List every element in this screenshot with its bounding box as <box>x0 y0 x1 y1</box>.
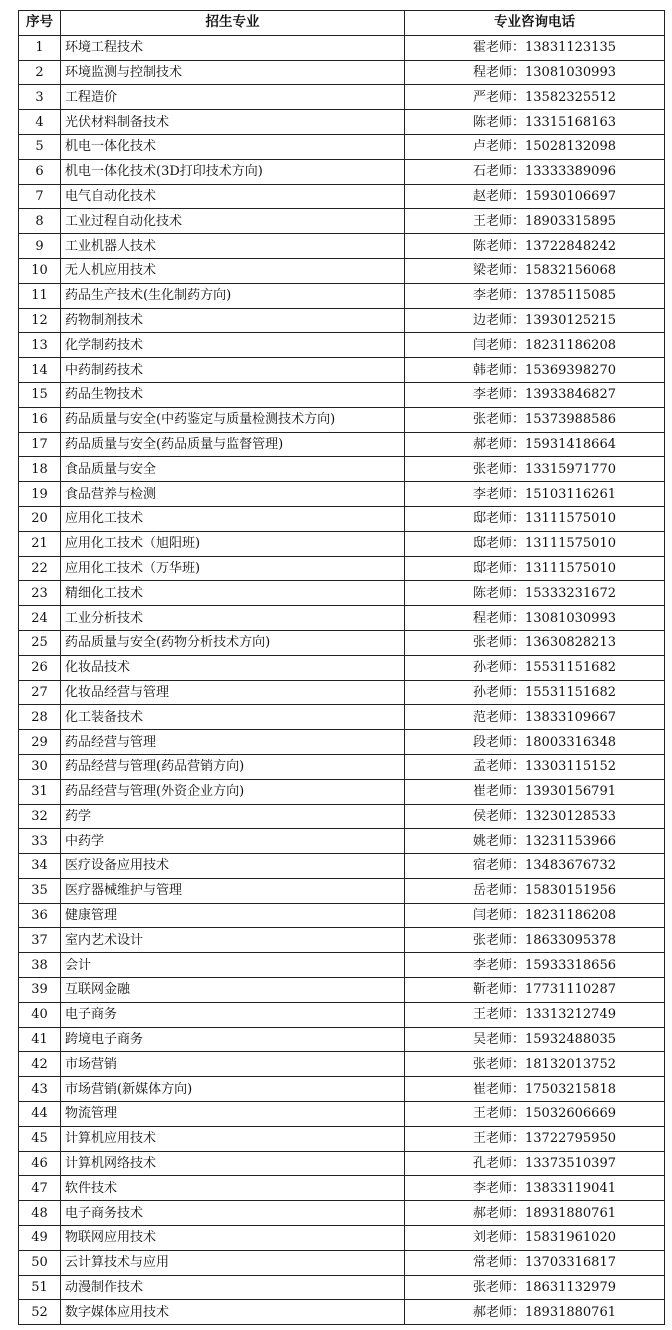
contact-phone-cell: 孔老师：13373510397 <box>405 1151 665 1176</box>
row-number-cell: 36 <box>19 903 61 928</box>
row-number-cell: 28 <box>19 705 61 730</box>
major-name-cell: 应用化工技术（万华班) <box>61 556 405 581</box>
row-number-cell: 9 <box>19 234 61 259</box>
row-number-cell: 16 <box>19 407 61 432</box>
row-number-cell: 2 <box>19 60 61 85</box>
contact-phone-cell: 侯老师：13230128533 <box>405 804 665 829</box>
contact-phone-cell: 靳老师：17731110287 <box>405 978 665 1003</box>
major-name-cell: 市场营销 <box>61 1052 405 1077</box>
major-name-cell: 物联网应用技术 <box>61 1226 405 1251</box>
contact-phone-cell: 邸老师：13111575010 <box>405 531 665 556</box>
contact-phone-cell: 吴老师：15932488035 <box>405 1027 665 1052</box>
row-number-cell: 14 <box>19 358 61 383</box>
major-name-cell: 机电一体化技术 <box>61 134 405 159</box>
contact-phone-cell: 张老师：13630828213 <box>405 630 665 655</box>
major-name-cell: 电子商务 <box>61 1002 405 1027</box>
contact-phone-cell: 段老师：18003316348 <box>405 730 665 755</box>
contact-phone-cell: 郝老师：15931418664 <box>405 432 665 457</box>
contact-phone-cell: 李老师：15933318656 <box>405 953 665 978</box>
table-row <box>19 110 665 135</box>
table-row <box>19 630 665 655</box>
table-row <box>19 754 665 779</box>
row-number-cell: 3 <box>19 85 61 110</box>
table-row <box>19 680 665 705</box>
contact-phone-cell: 邸老师：13111575010 <box>405 556 665 581</box>
table-row <box>19 482 665 507</box>
row-number-cell: 38 <box>19 953 61 978</box>
major-name-cell: 药品生产技术(生化制药方向) <box>61 283 405 308</box>
row-number-cell: 19 <box>19 482 61 507</box>
major-name-cell: 药品质量与安全(药品质量与监督管理) <box>61 432 405 457</box>
row-number-cell: 7 <box>19 184 61 209</box>
major-name-cell: 计算机应用技术 <box>61 1126 405 1151</box>
table-row <box>19 878 665 903</box>
row-number-cell: 27 <box>19 680 61 705</box>
row-number-cell: 24 <box>19 606 61 631</box>
contact-phone-cell: 邸老师：13111575010 <box>405 506 665 531</box>
major-name-cell: 工程造价 <box>61 85 405 110</box>
table-row <box>19 358 665 383</box>
row-number-cell: 49 <box>19 1226 61 1251</box>
table-row <box>19 978 665 1003</box>
table-row <box>19 457 665 482</box>
table-row <box>19 134 665 159</box>
contact-phone-cell: 石老师：13333389096 <box>405 159 665 184</box>
table-row <box>19 1250 665 1275</box>
table-row <box>19 159 665 184</box>
contact-phone-cell: 郝老师：18931880761 <box>405 1201 665 1226</box>
row-number-cell: 37 <box>19 928 61 953</box>
row-number-cell: 22 <box>19 556 61 581</box>
major-name-cell: 化学制药技术 <box>61 333 405 358</box>
row-number-cell: 10 <box>19 258 61 283</box>
table-row <box>19 1126 665 1151</box>
table-row <box>19 60 665 85</box>
contact-phone-cell: 李老师：13785115085 <box>405 283 665 308</box>
header-major: 招生专业 <box>61 11 405 36</box>
contact-phone-cell: 郝老师：18931880761 <box>405 1300 665 1325</box>
major-name-cell: 云计算技术与应用 <box>61 1250 405 1275</box>
table-row <box>19 804 665 829</box>
major-name-cell: 应用化工技术（旭阳班) <box>61 531 405 556</box>
contact-phone-cell: 刘老师：15831961020 <box>405 1226 665 1251</box>
table-row <box>19 184 665 209</box>
major-name-cell: 环境工程技术 <box>61 35 405 60</box>
contact-phone-cell: 边老师：13930125215 <box>405 308 665 333</box>
major-name-cell: 药品经营与管理(药品营销方向) <box>61 754 405 779</box>
header-no: 序号 <box>19 11 61 36</box>
major-name-cell: 光伏材料制备技术 <box>61 110 405 135</box>
row-number-cell: 48 <box>19 1201 61 1226</box>
table-row <box>19 506 665 531</box>
row-number-cell: 34 <box>19 854 61 879</box>
major-name-cell: 健康管理 <box>61 903 405 928</box>
table-row <box>19 1275 665 1300</box>
row-number-cell: 25 <box>19 630 61 655</box>
contact-phone-cell: 崔老师：13930156791 <box>405 779 665 804</box>
table-row <box>19 606 665 631</box>
row-number-cell: 15 <box>19 382 61 407</box>
row-number-cell: 40 <box>19 1002 61 1027</box>
contact-phone-cell: 岳老师：15830151956 <box>405 878 665 903</box>
contact-phone-cell: 霍老师：13831123135 <box>405 35 665 60</box>
table-row <box>19 333 665 358</box>
row-number-cell: 35 <box>19 878 61 903</box>
row-number-cell: 6 <box>19 159 61 184</box>
contact-phone-cell: 韩老师：15369398270 <box>405 358 665 383</box>
contact-phone-cell: 卢老师：15028132098 <box>405 134 665 159</box>
table-row <box>19 928 665 953</box>
row-number-cell: 29 <box>19 730 61 755</box>
major-name-cell: 环境监测与控制技术 <box>61 60 405 85</box>
table-row <box>19 258 665 283</box>
major-name-cell: 数字媒体应用技术 <box>61 1300 405 1325</box>
table-row <box>19 308 665 333</box>
contact-phone-cell: 常老师：13703316817 <box>405 1250 665 1275</box>
contact-phone-cell: 王老师：15032606669 <box>405 1102 665 1127</box>
admissions-table <box>18 10 665 1325</box>
row-number-cell: 50 <box>19 1250 61 1275</box>
major-name-cell: 药品经营与管理 <box>61 730 405 755</box>
table-row <box>19 1002 665 1027</box>
row-number-cell: 45 <box>19 1126 61 1151</box>
table-row <box>19 283 665 308</box>
row-number-cell: 11 <box>19 283 61 308</box>
contact-phone-cell: 陈老师：15333231672 <box>405 581 665 606</box>
row-number-cell: 23 <box>19 581 61 606</box>
contact-phone-cell: 程老师：13081030993 <box>405 606 665 631</box>
major-name-cell: 应用化工技术 <box>61 506 405 531</box>
contact-phone-cell: 闫老师：18231186208 <box>405 903 665 928</box>
major-name-cell: 无人机应用技术 <box>61 258 405 283</box>
table-row <box>19 1201 665 1226</box>
table-row <box>19 432 665 457</box>
major-name-cell: 化妆品经营与管理 <box>61 680 405 705</box>
major-name-cell: 化妆品技术 <box>61 655 405 680</box>
table-row <box>19 779 665 804</box>
row-number-cell: 12 <box>19 308 61 333</box>
row-number-cell: 17 <box>19 432 61 457</box>
major-name-cell: 精细化工技术 <box>61 581 405 606</box>
contact-phone-cell: 孟老师：13303115152 <box>405 754 665 779</box>
table-row <box>19 581 665 606</box>
table-row <box>19 1027 665 1052</box>
row-number-cell: 43 <box>19 1077 61 1102</box>
row-number-cell: 32 <box>19 804 61 829</box>
major-name-cell: 中药制药技术 <box>61 358 405 383</box>
row-number-cell: 1 <box>19 35 61 60</box>
major-name-cell: 医疗设备应用技术 <box>61 854 405 879</box>
major-name-cell: 会计 <box>61 953 405 978</box>
table-row <box>19 1102 665 1127</box>
table-row <box>19 1151 665 1176</box>
table-row <box>19 556 665 581</box>
row-number-cell: 41 <box>19 1027 61 1052</box>
table-row <box>19 1077 665 1102</box>
admissions-table-container <box>18 10 664 1325</box>
table-row <box>19 234 665 259</box>
major-name-cell: 药品质量与安全(中药鉴定与质量检测技术方向) <box>61 407 405 432</box>
contact-phone-cell: 张老师：15373988586 <box>405 407 665 432</box>
contact-phone-cell: 王老师：13722795950 <box>405 1126 665 1151</box>
major-name-cell: 市场营销(新媒体方向) <box>61 1077 405 1102</box>
row-number-cell: 18 <box>19 457 61 482</box>
major-name-cell: 化工装备技术 <box>61 705 405 730</box>
table-row <box>19 655 665 680</box>
table-row <box>19 705 665 730</box>
contact-phone-cell: 陈老师：13722848242 <box>405 234 665 259</box>
major-name-cell: 工业过程自动化技术 <box>61 209 405 234</box>
row-number-cell: 52 <box>19 1300 61 1325</box>
table-row <box>19 35 665 60</box>
table-body <box>19 35 665 1324</box>
major-name-cell: 电气自动化技术 <box>61 184 405 209</box>
major-name-cell: 药物制剂技术 <box>61 308 405 333</box>
major-name-cell: 电子商务技术 <box>61 1201 405 1226</box>
table-row <box>19 407 665 432</box>
table-row <box>19 1052 665 1077</box>
major-name-cell: 跨境电子商务 <box>61 1027 405 1052</box>
major-name-cell: 室内艺术设计 <box>61 928 405 953</box>
contact-phone-cell: 王老师：13313212749 <box>405 1002 665 1027</box>
row-number-cell: 47 <box>19 1176 61 1201</box>
table-row <box>19 1300 665 1325</box>
row-number-cell: 31 <box>19 779 61 804</box>
row-number-cell: 42 <box>19 1052 61 1077</box>
row-number-cell: 30 <box>19 754 61 779</box>
contact-phone-cell: 张老师：13315971770 <box>405 457 665 482</box>
major-name-cell: 软件技术 <box>61 1176 405 1201</box>
table-row <box>19 730 665 755</box>
major-name-cell: 工业分析技术 <box>61 606 405 631</box>
table-row <box>19 903 665 928</box>
row-number-cell: 33 <box>19 829 61 854</box>
major-name-cell: 药品经营与管理(外资企业方向) <box>61 779 405 804</box>
contact-phone-cell: 梁老师：15832156068 <box>405 258 665 283</box>
contact-phone-cell: 范老师：13833109667 <box>405 705 665 730</box>
table-row <box>19 953 665 978</box>
contact-phone-cell: 张老师：18132013752 <box>405 1052 665 1077</box>
major-name-cell: 食品营养与检测 <box>61 482 405 507</box>
row-number-cell: 51 <box>19 1275 61 1300</box>
major-name-cell: 互联网金融 <box>61 978 405 1003</box>
row-number-cell: 20 <box>19 506 61 531</box>
table-header-row <box>19 11 665 36</box>
header-phone: 专业咨询电话 <box>405 11 665 36</box>
contact-phone-cell: 李老师：13933846827 <box>405 382 665 407</box>
contact-phone-cell: 姚老师：13231153966 <box>405 829 665 854</box>
contact-phone-cell: 宿老师：13483676732 <box>405 854 665 879</box>
table-row <box>19 382 665 407</box>
major-name-cell: 药学 <box>61 804 405 829</box>
contact-phone-cell: 闫老师：18231186208 <box>405 333 665 358</box>
row-number-cell: 39 <box>19 978 61 1003</box>
table-row <box>19 85 665 110</box>
major-name-cell: 动漫制作技术 <box>61 1275 405 1300</box>
major-name-cell: 中药学 <box>61 829 405 854</box>
major-name-cell: 药品生物技术 <box>61 382 405 407</box>
contact-phone-cell: 李老师：15103116261 <box>405 482 665 507</box>
contact-phone-cell: 张老师：18633095378 <box>405 928 665 953</box>
row-number-cell: 8 <box>19 209 61 234</box>
table-row <box>19 854 665 879</box>
contact-phone-cell: 孙老师：15531151682 <box>405 680 665 705</box>
contact-phone-cell: 陈老师：13315168163 <box>405 110 665 135</box>
table-row <box>19 209 665 234</box>
contact-phone-cell: 孙老师：15531151682 <box>405 655 665 680</box>
row-number-cell: 44 <box>19 1102 61 1127</box>
major-name-cell: 计算机网络技术 <box>61 1151 405 1176</box>
major-name-cell: 药品质量与安全(药物分析技术方向) <box>61 630 405 655</box>
contact-phone-cell: 赵老师：15930106697 <box>405 184 665 209</box>
row-number-cell: 26 <box>19 655 61 680</box>
major-name-cell: 工业机器人技术 <box>61 234 405 259</box>
row-number-cell: 21 <box>19 531 61 556</box>
contact-phone-cell: 程老师：13081030993 <box>405 60 665 85</box>
major-name-cell: 物流管理 <box>61 1102 405 1127</box>
contact-phone-cell: 王老师：18903315895 <box>405 209 665 234</box>
table-row <box>19 1226 665 1251</box>
row-number-cell: 13 <box>19 333 61 358</box>
row-number-cell: 4 <box>19 110 61 135</box>
row-number-cell: 5 <box>19 134 61 159</box>
table-row <box>19 829 665 854</box>
contact-phone-cell: 李老师：13833119041 <box>405 1176 665 1201</box>
major-name-cell: 医疗器械维护与管理 <box>61 878 405 903</box>
table-row <box>19 1176 665 1201</box>
row-number-cell: 46 <box>19 1151 61 1176</box>
major-name-cell: 食品质量与安全 <box>61 457 405 482</box>
contact-phone-cell: 崔老师：17503215818 <box>405 1077 665 1102</box>
major-name-cell: 机电一体化技术(3D打印技术方向) <box>61 159 405 184</box>
contact-phone-cell: 严老师：13582325512 <box>405 85 665 110</box>
table-row <box>19 531 665 556</box>
contact-phone-cell: 张老师：18631132979 <box>405 1275 665 1300</box>
